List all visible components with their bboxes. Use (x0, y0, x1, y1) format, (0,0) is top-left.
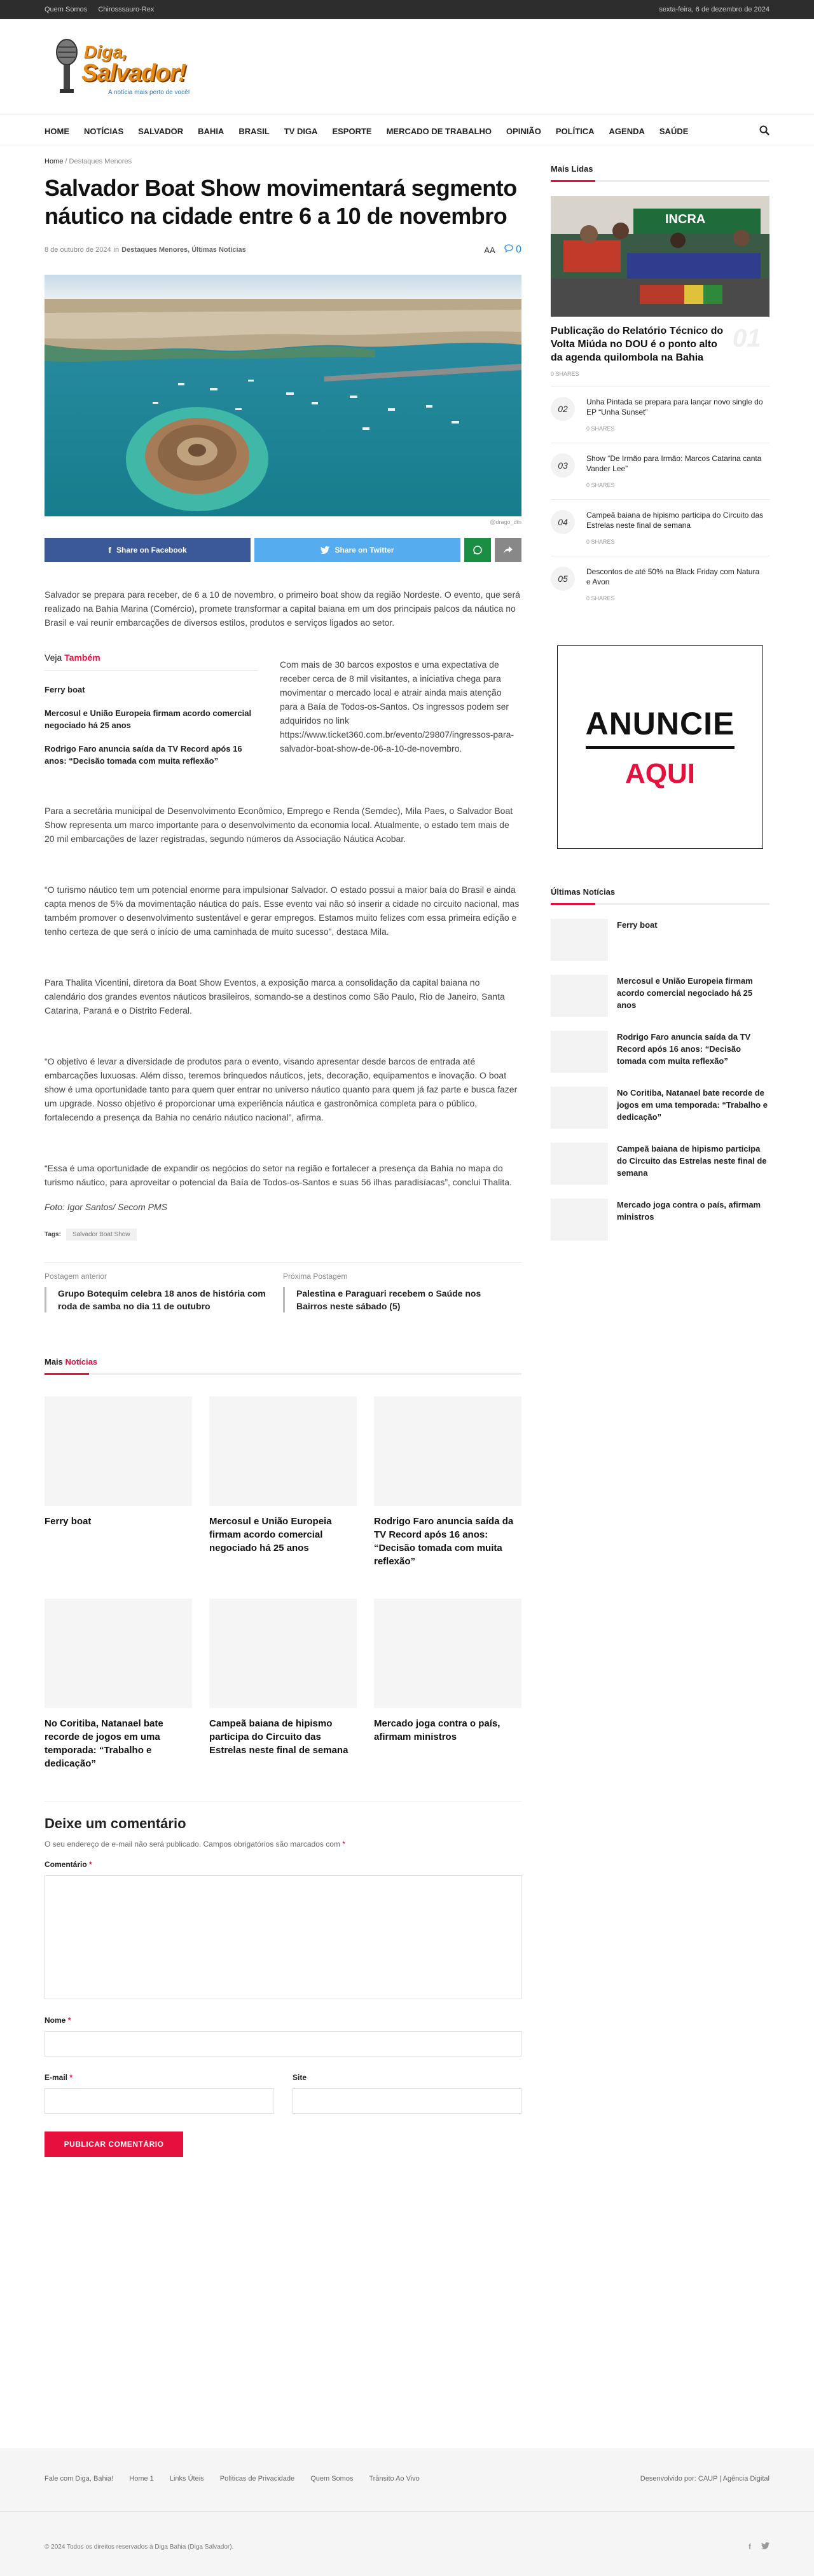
twitter-icon[interactable] (761, 2542, 769, 2549)
email-label-text: E-mail (45, 2073, 68, 2082)
popular-item-title[interactable]: Descontos de até 50% na Black Friday com Natura e Avon (586, 567, 760, 586)
latest-item[interactable] (551, 975, 769, 1017)
required-mark: * (342, 1840, 345, 1849)
tags-label: Tags: (45, 1231, 61, 1238)
article-column (45, 158, 521, 2157)
more-news-section (45, 1357, 521, 1801)
comment-label (45, 1860, 521, 1869)
footer-developer[interactable]: Desenvolvido por: CAUP | Agência Digital (640, 2475, 769, 2483)
comment-count: 0 (516, 244, 521, 255)
topbar-date: sexta-feira, 6 de dezembro de 2024 (659, 6, 769, 13)
next-post[interactable] (283, 1272, 521, 1312)
site-input[interactable] (293, 2088, 521, 2114)
footer-links (45, 2448, 434, 2483)
comment-form (45, 1801, 521, 2157)
more-news-grid (45, 1396, 521, 1801)
top-bar (0, 0, 814, 19)
breadcrumb-home[interactable]: Home (45, 158, 64, 165)
popular-item-title[interactable]: Show “De Irmão para Irmão: Marcos Catarina canta Vander Lee” (586, 454, 762, 473)
latest-thumbnail[interactable] (551, 1031, 608, 1073)
logo-tagline: A notícia mais perto de você! (108, 89, 190, 96)
popular-rank: 03 (551, 453, 575, 478)
article-paragraph: Para Thalita Vicentini, diretora da Boat Show Eventos, a exposição marca a consolidação da capital baiana no calendário dos grandes eventos náuticos brasileiros, somando-se a destinos como São Paulo, Rio de Janeiro, Santa Catarina, Paraná e o Distrito Federal. (45, 977, 505, 1016)
share-facebook-button[interactable] (45, 538, 251, 562)
twitter-icon (321, 546, 329, 554)
required-mark: * (89, 1860, 92, 1869)
comment-note-text: O seu endereço de e-mail não será publicado. Campos obrigatórios são marcados com (45, 1840, 340, 1849)
share-count: 0 SHARES (586, 482, 615, 488)
article-date: 8 de outubro de 2024 (45, 246, 111, 254)
share-icon (503, 546, 513, 554)
latest-thumbnail[interactable] (551, 1087, 608, 1129)
share-count: 0 SHARES (551, 371, 579, 377)
share-count: 0 SHARES (586, 595, 615, 602)
news-card[interactable] (209, 1396, 357, 1599)
facebook-icon[interactable]: f (748, 2542, 751, 2551)
latest-item-title[interactable]: Rodrigo Faro anuncia saída da TV Record após 16 anos: “Decisão tomada com muita reflexão” (617, 1032, 751, 1066)
latest-item-title[interactable]: Ferry boat (617, 920, 658, 930)
see-also-heading (45, 652, 258, 671)
latest-item[interactable] (551, 1031, 769, 1073)
news-card-title[interactable]: Mercado joga contra o país, afirmam ministros (374, 1718, 500, 1742)
site-footer (0, 2448, 814, 2576)
popular-featured-image[interactable] (551, 196, 769, 317)
news-card[interactable] (45, 1599, 192, 1801)
logo-line1: Diga, (84, 42, 128, 62)
share-bar (45, 538, 521, 562)
nav-bahia[interactable]: BAHIA (198, 126, 224, 136)
breadcrumb-separator: / (65, 158, 67, 165)
popular-rank: 02 (551, 397, 575, 421)
popular-item-title[interactable]: Unha Pintada se prepara para lançar novo single do EP “Unha Sunset” (586, 397, 763, 417)
comment-form-note (45, 1840, 521, 1849)
latest-item-title[interactable]: Mercosul e União Europeia firmam acordo comercial negociado há 25 anos (617, 976, 753, 1010)
main-nav (0, 114, 814, 146)
news-card[interactable] (209, 1599, 357, 1801)
news-card-thumbnail[interactable] (45, 1599, 192, 1708)
footer-link[interactable]: Home 1 (129, 2475, 154, 2483)
article-paragraph: “O objetivo é levar a diversidade de produtos para o evento, visando apresentar desde barcos de entrada até embarcações luxuosas. Além disso, teremos brinquedos náuticos, jets, decoração, equipamentos e inovação. O boat show é uma oportunidade tanto para quem quer entrar no universo náutico quanto para quem já faz parte e busca fazer um upgrade. Nosso objetivo é proporcionar uma experiência náutica e gastronômica completa para o público, fortalecendo a presença da Bahia no cenário náutico nacional”, afirma. (45, 1056, 518, 1122)
popular-item[interactable] (551, 386, 769, 434)
prev-post-label: Postagem anterior (45, 1272, 107, 1281)
post-navigation (45, 1262, 521, 1312)
nav-salvador[interactable]: SALVADOR (138, 126, 184, 136)
prev-post[interactable] (45, 1272, 283, 1312)
whatsapp-icon (473, 545, 483, 555)
see-also-label-em: Também (64, 652, 100, 663)
ad-banner[interactable] (557, 645, 763, 849)
nav-esporte[interactable]: ESPORTE (332, 126, 372, 136)
nav-brasil[interactable]: BRASIL (238, 126, 270, 136)
tag-link[interactable]: Salvador Boat Show (66, 1229, 137, 1241)
latest-item[interactable] (551, 1087, 769, 1129)
see-also-item[interactable]: Rodrigo Faro anuncia saída da TV Record após 16 anos: “Decisão tomada com muita reflexão” (45, 744, 242, 766)
incra-banner-text: INCRA (665, 212, 706, 226)
article-lead: Salvador se prepara para receber, de 6 a 10 de novembro, o primeiro boat show da região Nordeste. O evento, que será realizado na Bahia Marina (Comércio), promete transformar a capital baiana em um dos principais palcos da náutica no Brasil e vai reunir embarcações de diversos estilos, produtos e serviços ligados ao setor. (45, 589, 520, 628)
news-card[interactable] (374, 1396, 521, 1599)
article-title: Salvador Boat Show movimentará segmento náutico na cidade entre 6 a 10 de novembro (45, 175, 517, 229)
latest-item[interactable] (551, 1143, 769, 1185)
footer-link[interactable]: Trânsito Ao Vivo (369, 2475, 420, 2483)
breadcrumb (45, 158, 521, 165)
footer-link[interactable]: Quem Somos (310, 2475, 354, 2483)
site-header (0, 19, 814, 114)
news-card-thumbnail[interactable] (374, 1396, 521, 1506)
ad-line1: ANUNCIE (586, 705, 735, 749)
email-input[interactable] (45, 2088, 273, 2114)
nav-home[interactable]: HOME (45, 126, 69, 136)
popular-rank: 04 (551, 510, 575, 534)
popular-item[interactable] (551, 443, 769, 490)
news-card[interactable] (45, 1396, 192, 1599)
next-post-title[interactable]: Palestina e Paraguari recebem o Saúde nos Bairros neste sábado (5) (283, 1287, 506, 1312)
footer-link[interactable]: Fale com Diga, Bahia! (45, 2475, 114, 2483)
footer-link[interactable]: Políticas de Privacidade (219, 2475, 295, 2483)
share-count: 0 SHARES (586, 539, 615, 545)
popular-rank: 05 (551, 567, 575, 591)
article-two-columns (45, 652, 521, 767)
logo-line2: Salvador! (81, 60, 186, 86)
nav-tv-diga[interactable]: TV DIGA (284, 126, 318, 136)
latest-thumbnail[interactable] (551, 919, 608, 961)
popular-heading: Mais Lidas (551, 164, 769, 182)
nav-mercado-de-trabalho[interactable]: MERCADO DE TRABALHO (386, 126, 492, 136)
required-mark: * (69, 2073, 73, 2082)
nav-noticias[interactable]: NOTÍCIAS (84, 126, 124, 136)
topbar-link-quem-somos[interactable]: Quem Somos (45, 6, 88, 13)
nav-opiniao[interactable]: OPINIÃO (506, 126, 541, 136)
article-paragraph: Com mais de 30 barcos expostos e uma expectativa de receber cerca de 8 mil visitantes, a iniciativa chega para movimentar o mercado local e atrair ainda mais atenção para a Baía de Todos-os-Santos. Os ingressos podem ser adquiridos no link https://www.ticket360.com.br/evento/29807/ingressos-para-salvador-boat-show-de-06-a-10-de-novembro. (280, 659, 514, 754)
news-card-thumbnail[interactable] (45, 1396, 192, 1506)
popular-item[interactable] (551, 499, 769, 547)
share-whatsapp-button[interactable] (464, 538, 491, 562)
site-logo[interactable] (45, 32, 210, 102)
nav-agenda[interactable]: AGENDA (609, 126, 645, 136)
next-post-label: Próxima Postagem (283, 1272, 348, 1281)
comment-label-text: Comentário (45, 1860, 87, 1869)
comment-textarea[interactable] (45, 1875, 521, 1999)
latest-item[interactable] (551, 919, 769, 961)
see-also-item[interactable]: Mercosul e União Europeia firmam acordo comercial negociado há 25 anos (45, 708, 252, 730)
comment-count-link[interactable] (504, 244, 521, 256)
prev-post-title[interactable]: Grupo Botequim celebra 18 anos de história com roda de samba no dia 11 de outubro (45, 1287, 267, 1312)
required-mark: * (67, 2016, 71, 2025)
share-more-button[interactable] (495, 538, 521, 562)
comment-form-title: Deixe um comentário (45, 1815, 186, 1831)
submit-comment-button[interactable]: PUBLICAR COMENTÁRIO (45, 2132, 183, 2157)
font-size-toggle[interactable]: AA (484, 245, 495, 255)
more-news-label: Mais (45, 1357, 66, 1367)
share-twitter-label: Share on Twitter (335, 546, 394, 554)
latest-thumbnail[interactable] (551, 1199, 608, 1241)
facebook-icon: f (108, 545, 111, 555)
name-label-text: Nome (45, 2016, 66, 2025)
see-also-item[interactable]: Ferry boat (45, 685, 85, 694)
latest-item-title[interactable]: Campeã baiana de hipismo participa do Circuito das Estrelas neste final de semana (617, 1144, 767, 1178)
news-card-thumbnail[interactable] (209, 1396, 357, 1506)
comment-icon (504, 244, 513, 252)
article-hero-image (45, 275, 521, 516)
news-card-title[interactable]: Ferry boat (45, 1516, 92, 1527)
photo-credit: Foto: Igor Santos/ Secom PMS (45, 1202, 167, 1212)
image-caption: @drago_dtn (490, 519, 521, 525)
share-count: 0 SHARES (586, 425, 615, 432)
popular-featured-title[interactable]: Publicação do Relatório Técnico do Volta Miúda no DOU é o ponto alto da agenda quilombola na Bahia (551, 326, 724, 363)
article-categories[interactable]: Destaques Menores, Últimas Notícias (121, 246, 246, 254)
topbar-link-2[interactable]: Chirosssauro-Rex (98, 6, 155, 13)
footer-copyright: © 2024 Todos os direitos reservados à Diga Bahia (Diga Salvador). (45, 2543, 234, 2551)
sidebar (551, 164, 769, 1241)
more-news-label-em: Notícias (65, 1357, 98, 1367)
search-icon[interactable] (759, 125, 769, 135)
nav-saude[interactable]: SAÚDE (659, 126, 689, 136)
latest-thumbnail[interactable] (551, 975, 608, 1017)
news-card-thumbnail[interactable] (374, 1599, 521, 1708)
article-paragraph: “Essa é uma oportunidade de expandir os negócios do setor na região e fortalecer a presença da Bahia no mapa do turismo náutico, para aproveitar o potencial da Baía de Todos-os-Santos e suas 56 ilhas paradisíacas”, conclui Thalita. (45, 1163, 512, 1187)
footer-social (748, 2512, 769, 2551)
meta-in: in (113, 246, 120, 254)
popular-rank: 01 (733, 324, 761, 352)
nav-politica[interactable]: POLÍTICA (555, 126, 595, 136)
news-card-title[interactable]: No Coritiba, Natanael bate recorde de jogos em uma temporada: “Trabalho e dedicação” (45, 1718, 163, 1769)
news-card-thumbnail[interactable] (209, 1599, 357, 1708)
latest-thumbnail[interactable] (551, 1143, 608, 1185)
see-also-label: Veja (45, 652, 65, 663)
article-paragraph: Para a secretária municipal de Desenvolvimento Econômico, Emprego e Renda (Semdec), Mila Paes, o Salvador Boat Show representa um marco importante para o desenvolvimento da economia local. Atualmente, o estado tem mais de 20 mil embarcações de lazer registradas, segundo números da Associação Náutica Acobar. (45, 806, 513, 844)
news-card-title[interactable]: Rodrigo Faro anuncia saída da TV Record após 16 anos: “Decisão tomada com muita reflexão” (374, 1516, 514, 1567)
latest-item-title[interactable]: No Coritiba, Natanael bate recorde de jogos em uma temporada: “Trabalho e dedicação” (617, 1088, 768, 1122)
news-card-title[interactable]: Mercosul e União Europeia firmam acordo comercial negociado há 25 anos (209, 1516, 332, 1553)
breadcrumb-section[interactable]: Destaques Menores (69, 158, 132, 165)
see-also-box (45, 652, 258, 767)
ad-line2: AQUI (625, 757, 695, 789)
email-label (45, 2073, 273, 2082)
news-card-title[interactable]: Campeã baiana de hipismo participa do Circuito das Estrelas neste final de semana (209, 1718, 348, 1756)
article-meta (45, 244, 521, 256)
name-input[interactable] (45, 2031, 521, 2056)
article-paragraph: “O turismo náutico tem um potencial enorme para impulsionar Salvador. O estado possui a maior baía do Brasil e ainda capta menos de 5% da movimentação náutica do país. Esse evento vai não só inserir a cidade no circuito nacional, mas também promover o desenvolvimento sustentável e gerar empregos. Estamos muito felizes com essa primeira edição e tenho certeza de que será o início de uma caminhada de muito sucesso”, destaca Mila. (45, 885, 520, 937)
popular-featured (551, 324, 769, 364)
footer-link[interactable]: Links Úteis (169, 2475, 204, 2483)
popular-item-title[interactable]: Campeã baiana de hipismo participa do Circuito das Estrelas neste final de semana (586, 511, 764, 530)
site-label: Site (293, 2073, 307, 2082)
latest-item-title[interactable]: Mercado joga contra o país, afirmam ministros (617, 1200, 761, 1222)
latest-item[interactable] (551, 1199, 769, 1241)
share-twitter-button[interactable] (254, 538, 460, 562)
name-label (45, 2016, 521, 2025)
share-facebook-label: Share on Facebook (116, 546, 187, 554)
news-card[interactable] (374, 1599, 521, 1801)
latest-heading: Últimas Notícias (551, 887, 769, 905)
more-news-heading (45, 1357, 521, 1375)
popular-item[interactable] (551, 556, 769, 603)
tags-row (45, 1229, 521, 1241)
